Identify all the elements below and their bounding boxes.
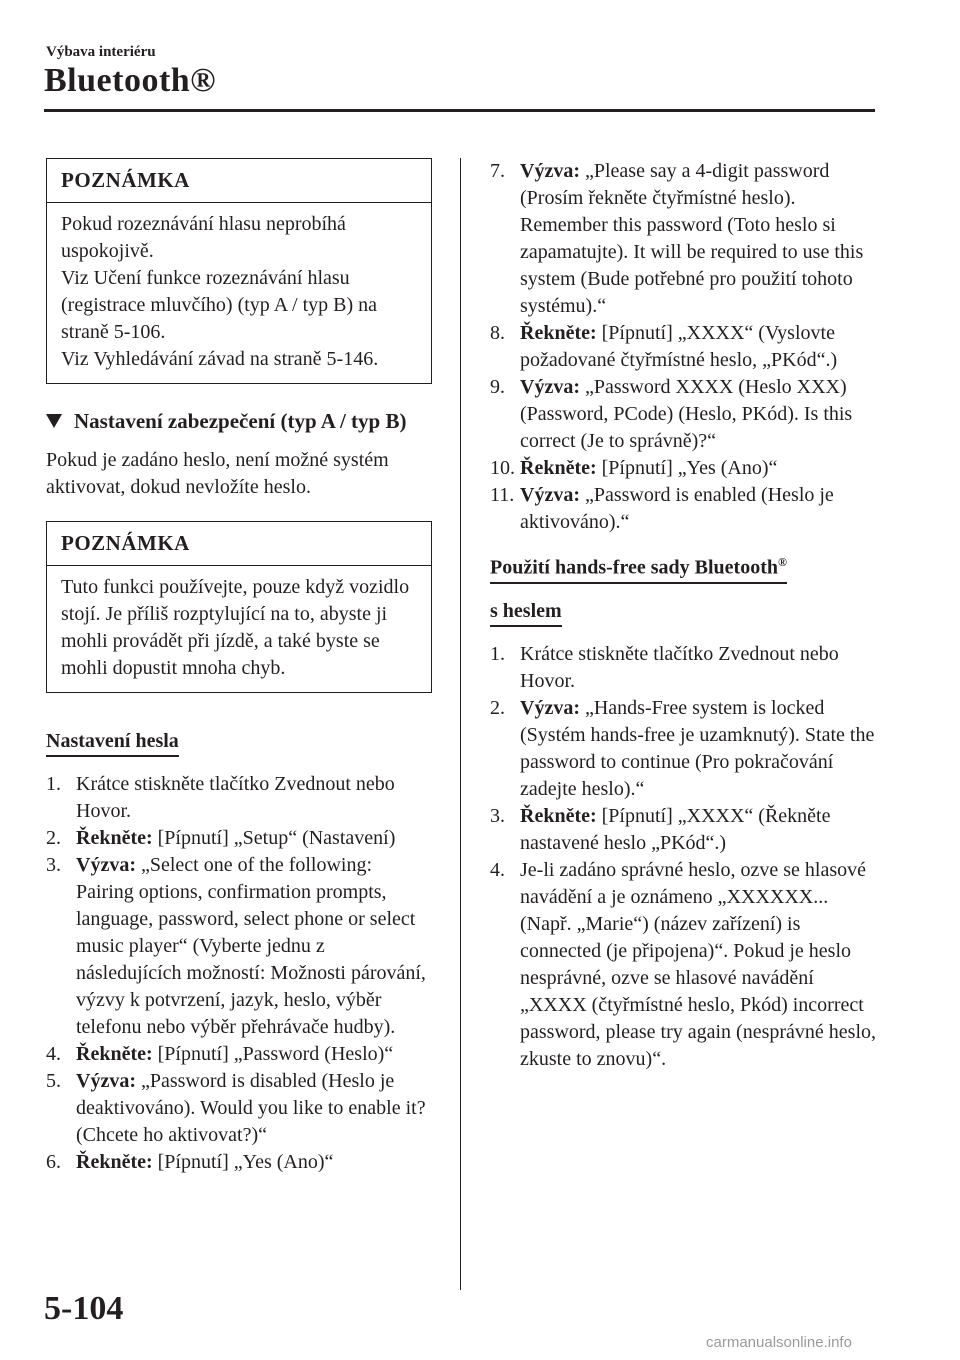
section-heading-password-setup: Nastavení hesla: [46, 729, 179, 757]
step-text: Krátce stiskněte tlačítko Zvednout nebo Hovor.: [76, 773, 395, 822]
step-label: Výzva:: [76, 1070, 136, 1092]
steps-list-password-setup: [46, 771, 432, 1176]
step-label: Výzva:: [520, 484, 580, 506]
step-number: 2.: [490, 696, 505, 719]
step-text: „Please say a 4-digit password (Prosím řekněte čtyřmístné heslo). Remember this password (Toto heslo si zapamatujte). It will be required to use this system (Bude potřebné pro použití tohoto systému).“: [520, 160, 864, 317]
triangle-bullet-icon: [46, 414, 62, 428]
step-item: [490, 455, 876, 482]
step-item: [490, 158, 876, 320]
step-label: Výzva:: [76, 854, 136, 876]
step-number: 4.: [46, 1043, 61, 1065]
steps-list-password-setup-continued: [490, 158, 876, 536]
page-number: 5-104: [44, 1290, 124, 1327]
note-line: Pokud rozeznávání hlasu neprobíhá uspokojivě.: [61, 213, 346, 262]
step-number: 11.: [490, 484, 515, 506]
steps-list-handsfree-password: [490, 641, 876, 1073]
note-body: [47, 566, 431, 692]
header-rule: [44, 109, 875, 112]
step-label: Řekněte:: [76, 827, 153, 849]
step-text: [Pípnutí] „XXXX“ (Řekněte nastavené heslo „PKód“.): [520, 804, 831, 854]
step-number: 5.: [46, 1070, 61, 1092]
step-label: Řekněte:: [520, 804, 597, 827]
watermark: carmanualsonline.info: [706, 1334, 852, 1351]
step-number: 3.: [46, 854, 61, 876]
step-text: „Password is enabled (Heslo je aktivováno).“: [520, 484, 834, 533]
right-column: [490, 158, 876, 1073]
registered-mark: ®: [777, 555, 787, 569]
column-divider: [460, 158, 461, 1290]
note-line: Viz Vyhledávání závad na straně 5-146.: [61, 348, 379, 370]
step-number: 10.: [490, 457, 515, 479]
step-item: [490, 695, 876, 803]
step-item: [46, 771, 432, 825]
step-item: [490, 857, 876, 1073]
page-title: Bluetooth®: [44, 62, 217, 99]
section-heading-handsfree-password: [490, 550, 787, 584]
step-text: [Pípnutí] „Password (Heslo)“: [152, 1043, 394, 1065]
note-text: Tuto funkci používejte, pouze když vozidlo stojí. Je příliš rozptylující na to, abyste ji mohli provádět při jízdě, a také byste se mohli dopustit mnoha chyb.: [61, 576, 410, 679]
subheading-security-settings: [46, 408, 432, 435]
step-text: Je-li zadáno správné heslo, ozve se hlasové navádění a je oznámeno „XXXXXX... (Např. „Marie“) (název zařízení) is connected (je připojena)“. Pokud je heslo nesprávné, ozve se hlasové navádění „XXXX (čtyřmístné heslo, Pkód) incorrect password, please try again (nesprávné heslo, zkuste to znovu)“.: [520, 858, 876, 1070]
step-label: Řekněte:: [520, 322, 597, 344]
step-number: 9.: [490, 376, 505, 398]
step-number: 4.: [490, 858, 505, 881]
step-label: Řekněte:: [76, 1151, 153, 1173]
step-label: Výzva:: [520, 160, 580, 182]
step-item: [46, 1068, 432, 1149]
subheading-text: Nastavení zabezpečení (typ A / typ B): [74, 409, 407, 433]
step-item: [46, 825, 432, 852]
note-box-use-when-stopped: [46, 521, 432, 693]
step-text: [Pípnutí] „Yes (Ano)“: [152, 1151, 334, 1173]
step-item: [490, 320, 876, 374]
step-label: Řekněte:: [520, 457, 597, 479]
step-text: Krátce stiskněte tlačítko Zvednout nebo Hovor.: [520, 642, 839, 692]
note-line: Viz Učení funkce rozeznávání hlasu (registrace mluvčího) (typ A / typ B) na straně 5-106.: [61, 267, 378, 343]
section-label: Výbava interiéru: [46, 44, 156, 60]
note-box-voice-recognition: [46, 158, 432, 384]
step-text: „Select one of the following: Pairing options, confirmation prompts, language, password, select phone or select music player“ (Vyberte jednu z následujících možností: Možnosti párování, výzvy k potvrzení, jazyk, heslo, výběr telefonu nebo výběr přehrávače hudby).: [76, 854, 426, 1038]
note-title: POZNÁMKA: [47, 159, 431, 203]
step-label: Výzva:: [520, 376, 580, 398]
left-column: [46, 158, 432, 1176]
step-label: Výzva:: [520, 696, 580, 719]
step-text: „Password is disabled (Heslo je deaktivováno). Would you like to enable it? (Chcete ho aktivovat?)“: [76, 1070, 426, 1146]
step-item: [46, 1149, 432, 1176]
step-item: [46, 1041, 432, 1068]
step-text: [Pípnutí] „Yes (Ano)“: [596, 457, 778, 479]
intro-paragraph: Pokud je zadáno heslo, není možné systém aktivovat, dokud nevložíte heslo.: [46, 449, 389, 498]
step-label: Řekněte:: [76, 1043, 153, 1065]
step-number: 3.: [490, 804, 505, 827]
step-text: „Hands-Free system is locked (Systém hands-free je uzamknutý). State the password to continue (Pro pokračování zadejte heslo).“: [520, 696, 875, 800]
step-number: 1.: [490, 642, 505, 665]
step-number: 8.: [490, 322, 505, 344]
note-title: POZNÁMKA: [47, 522, 431, 566]
step-text: „Password XXXX (Heslo XXX) (Password, PCode) (Heslo, PKód). Is this correct (Je to správně)?“: [520, 376, 853, 452]
step-item: [490, 641, 876, 695]
step-item: [490, 482, 876, 536]
note-body: [47, 203, 431, 383]
section-heading-handsfree-password-line2: s heslem: [490, 599, 562, 627]
step-number: 6.: [46, 1151, 61, 1173]
step-item: [46, 852, 432, 1041]
step-number: 7.: [490, 160, 505, 182]
step-item: [490, 803, 876, 857]
step-number: 2.: [46, 827, 61, 849]
step-text: [Pípnutí] „XXXX“ (Vyslovte požadované čtyřmístné heslo, „PKód“.): [520, 322, 838, 371]
step-item: [490, 374, 876, 455]
step-number: 1.: [46, 773, 61, 795]
step-text: [Pípnutí] „Setup“ (Nastavení): [152, 827, 396, 849]
heading-text: Použití hands-free sady Bluetooth: [490, 556, 778, 579]
